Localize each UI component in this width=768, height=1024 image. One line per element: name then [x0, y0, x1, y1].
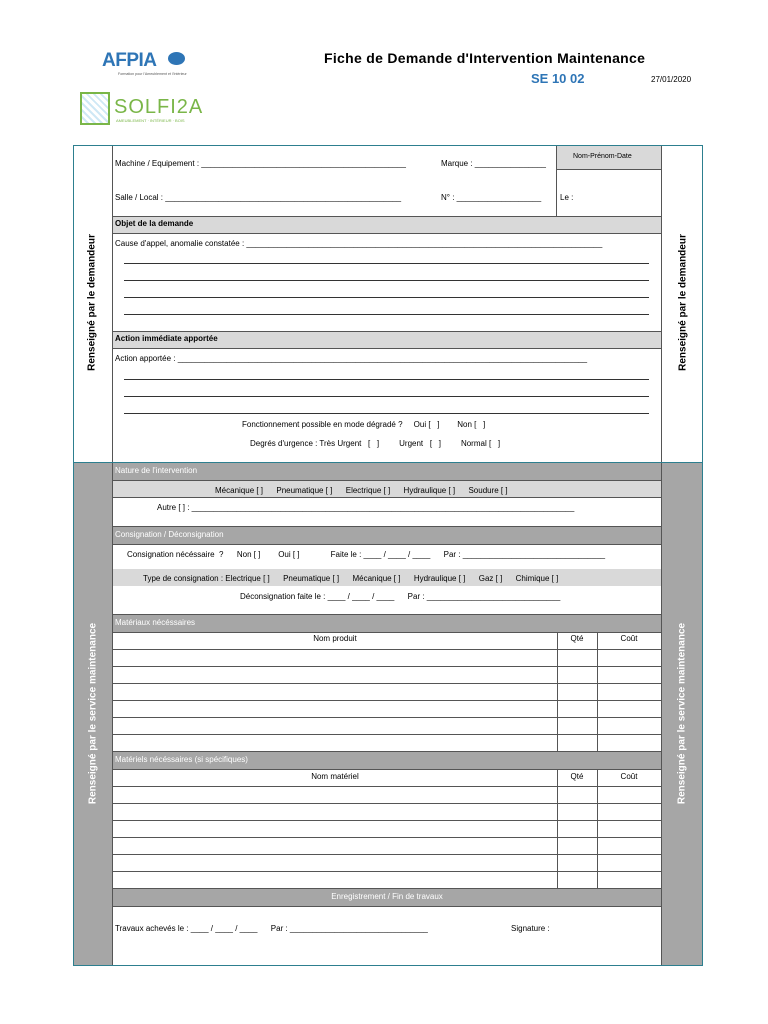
document-date: 27/01/2020 [651, 75, 692, 84]
side-label-maintenance-left: Renseigné par le service maintenance [87, 622, 99, 805]
afpia-logo-badge-icon [168, 52, 185, 65]
action-line[interactable] [124, 396, 649, 397]
table-row[interactable] [113, 683, 661, 684]
nature-title: Nature de l'intervention [115, 466, 198, 475]
table-row[interactable] [113, 734, 661, 735]
materiels-title: Matériels nécéssaires (si spécifiques) [115, 755, 248, 764]
solfi2a-logo [80, 92, 220, 128]
action-field[interactable]: Action apportée : ____________________________________________________________________________________________ [115, 354, 588, 363]
deconsignation-line[interactable]: Déconsignation faite le : ____ / ____ / ____ Par : ______________________________ [240, 592, 561, 601]
action-line[interactable] [124, 379, 649, 380]
consignation-title: Consignation / Déconsignation [115, 530, 224, 539]
salle-field[interactable]: Salle / Local : _____________________________________________________ [115, 193, 402, 202]
materiaux-col-qte: Qté [570, 634, 584, 643]
table-row[interactable] [113, 871, 661, 872]
materiaux-col-nom: Nom produit [313, 634, 357, 643]
action-title: Action immédiate apportée [115, 334, 218, 343]
table-row[interactable] [113, 803, 661, 804]
cause-field[interactable]: Cause d'appel, anomalie constatée : ________________________________________________________________________________ [115, 239, 603, 248]
fonctionnement-degrade[interactable]: Fonctionnement possible en mode dégradé ? Oui [ ] Non [ ] [242, 420, 486, 429]
le-field[interactable]: Le : [560, 193, 574, 202]
table-row[interactable] [113, 837, 661, 838]
document-code: SE 10 02 [531, 71, 585, 86]
materiaux-col-cout: Coût [620, 634, 638, 643]
nature-options[interactable]: Mécanique [ ] Pneumatique [ ] Electrique [ ] Hydraulique [ ] Soudure [ ] [215, 486, 508, 495]
materiels-col-cout: Coût [620, 772, 638, 781]
solfi2a-logo-icon [80, 92, 110, 125]
page-title: Fiche de Demande d'Intervention Maintenance [324, 50, 646, 66]
side-label-demandeur-left: Renseigné par le demandeur [86, 234, 98, 371]
cause-line[interactable] [124, 314, 649, 315]
signature-field[interactable]: Signature : [511, 924, 550, 933]
side-label-demandeur-right: Renseigné par le demandeur [677, 234, 689, 371]
materiels-col-qte: Qté [570, 772, 584, 781]
cause-line[interactable] [124, 297, 649, 298]
table-row[interactable] [113, 854, 661, 855]
numero-field[interactable]: N° : ___________________ [441, 193, 542, 202]
materiaux-title: Matériaux nécéssaires [115, 618, 196, 627]
autre-field[interactable]: Autre [ ] : ______________________________________________________________________________________ [157, 503, 575, 512]
materiels-col-nom: Nom matériel [311, 772, 359, 781]
table-row[interactable] [113, 666, 661, 667]
solfi2a-logo-text: SOLFI2A [114, 96, 204, 118]
solfi2a-logo-subtitle: AMEUBLEMENT · INTÉRIEUR · BOIS [116, 118, 185, 123]
nom-prenom-date-label: Nom-Prénom-Date [573, 153, 632, 160]
afpia-logo [102, 50, 197, 80]
objet-title: Objet de la demande [115, 219, 194, 228]
degre-urgence[interactable]: Degrés d'urgence : Très Urgent [ ] Urgent [ ] Normal [ ] [250, 439, 501, 448]
machine-field[interactable]: Machine / Equipement : ______________________________________________ [115, 159, 406, 168]
travaux-acheves-line[interactable]: Travaux achevés le : ____ / ____ / ____ Par : _______________________________ [115, 924, 428, 933]
consignation-line[interactable]: Consignation nécéssaire ? Non [ ] Oui [ ] Faite le : ____ / ____ / ____ Par : ________________________________ [127, 550, 606, 559]
cause-line[interactable] [124, 263, 649, 264]
table-row[interactable] [113, 717, 661, 718]
table-row[interactable] [113, 820, 661, 821]
afpia-logo-text: AFPIA [102, 50, 157, 71]
table-row[interactable] [113, 700, 661, 701]
side-label-maintenance-right: Renseigné par le service maintenance [676, 622, 688, 805]
cause-line[interactable] [124, 280, 649, 281]
type-consignation[interactable]: Type de consignation : Electrique [ ] Pneumatique [ ] Mécanique [ ] Hydraulique [ ] Gaz [ ] Chimique [ ] [143, 574, 559, 583]
marque-field[interactable]: Marque : ________________ [441, 159, 546, 168]
materiaux-header [113, 614, 661, 633]
objet-header [113, 216, 661, 234]
afpia-logo-subtitle: Formation pour l'Ameublement et l'Intérieur [118, 72, 187, 76]
action-line[interactable] [124, 413, 649, 414]
enregistrement-title: Enregistrement / Fin de travaux [331, 892, 443, 901]
